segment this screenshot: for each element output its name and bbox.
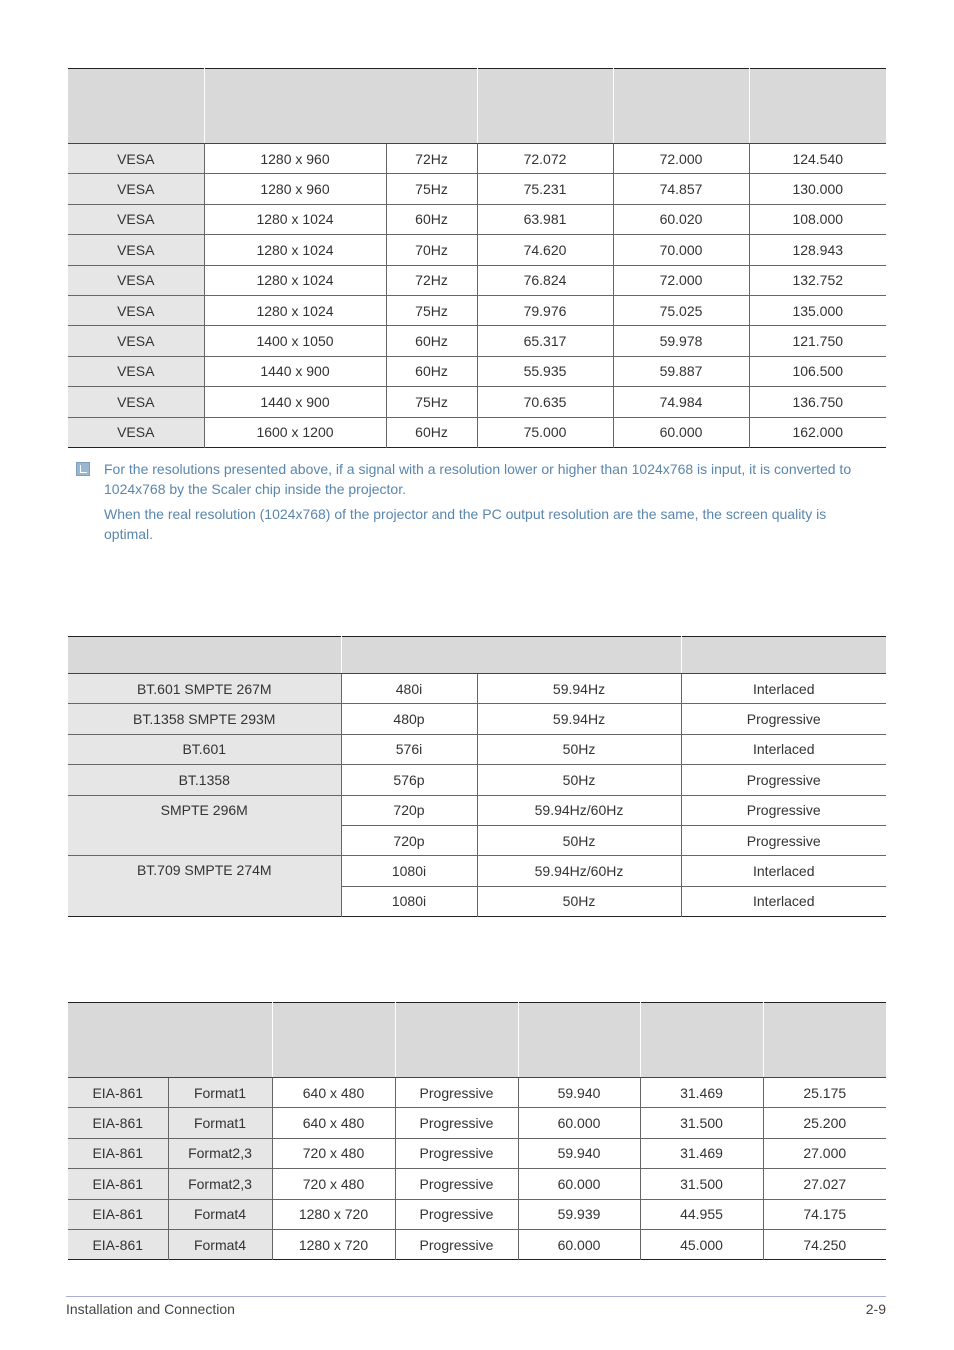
table-cell: 75Hz — [386, 387, 477, 417]
table-cell: VESA — [68, 174, 204, 204]
table-cell: 1080i — [341, 856, 477, 886]
table-cell: 45.000 — [640, 1229, 763, 1259]
table-cell: 59.978 — [613, 326, 749, 356]
table-cell: 60.000 — [518, 1169, 640, 1199]
table-cell: BT.709 SMPTE 274M — [68, 856, 341, 917]
table-cell: 70.635 — [477, 387, 613, 417]
table-cell: 132.752 — [749, 265, 886, 295]
table-row — [68, 1229, 886, 1259]
video-signal-table — [68, 636, 886, 917]
table-cell: 1280 x 1024 — [204, 235, 386, 265]
table-cell: 72Hz — [386, 144, 477, 174]
table-row — [68, 417, 886, 447]
table-cell: 74.857 — [613, 174, 749, 204]
table-row — [68, 856, 886, 886]
table-cell: 1280 x 1024 — [204, 265, 386, 295]
table-cell: 60Hz — [386, 204, 477, 234]
table-cell: Progressive — [395, 1199, 518, 1229]
table-row — [68, 734, 886, 764]
table-row — [68, 235, 886, 265]
table-cell: Interlaced — [681, 856, 886, 886]
table-cell: 27.000 — [763, 1138, 886, 1168]
table-cell: Progressive — [681, 795, 886, 825]
table-cell: 576i — [341, 734, 477, 764]
table-cell: 108.000 — [749, 204, 886, 234]
pc-timing-table — [68, 68, 886, 448]
table-cell: 162.000 — [749, 417, 886, 447]
table-cell: 70.000 — [613, 235, 749, 265]
table-cell: EIA-861 — [68, 1078, 168, 1108]
header-cell — [68, 69, 204, 144]
table-cell: 74.984 — [613, 387, 749, 417]
table-cell: VESA — [68, 144, 204, 174]
table-cell: 720 x 480 — [272, 1138, 395, 1168]
header-cell — [749, 69, 886, 144]
table-cell: Progressive — [395, 1138, 518, 1168]
table-cell: Interlaced — [681, 674, 886, 704]
table-cell: 1280 x 720 — [272, 1199, 395, 1229]
table-cell: EIA-861 — [68, 1108, 168, 1138]
table-cell: 74.250 — [763, 1229, 886, 1259]
table-row — [68, 295, 886, 325]
table-cell: 59.940 — [518, 1138, 640, 1168]
table-cell: 72.000 — [613, 144, 749, 174]
table-cell: 1440 x 900 — [204, 356, 386, 386]
table-cell: EIA-861 — [68, 1138, 168, 1168]
table-cell: 75.231 — [477, 174, 613, 204]
table-row — [68, 265, 886, 295]
table-cell: 50Hz — [477, 825, 681, 855]
table-row — [68, 356, 886, 386]
table-cell: 50Hz — [477, 886, 681, 916]
table-cell: BT.1358 — [68, 765, 341, 795]
table-cell: Format4 — [168, 1199, 272, 1229]
table-cell: 79.976 — [477, 295, 613, 325]
table-cell: VESA — [68, 295, 204, 325]
table-cell: 1280 x 960 — [204, 174, 386, 204]
header-cell — [640, 1003, 763, 1078]
table-cell: 31.469 — [640, 1138, 763, 1168]
table-header-row — [68, 637, 886, 674]
table-cell: 59.94Hz — [477, 704, 681, 734]
header-cell — [68, 637, 341, 674]
note-block — [76, 460, 876, 550]
table-cell: 121.750 — [749, 326, 886, 356]
table-cell: 124.540 — [749, 144, 886, 174]
table-cell: Progressive — [681, 825, 886, 855]
table-cell: 720 x 480 — [272, 1169, 395, 1199]
table-cell: 72.000 — [613, 265, 749, 295]
table-cell: Interlaced — [681, 886, 886, 916]
table-row — [68, 674, 886, 704]
header-cell — [341, 637, 681, 674]
header-cell — [763, 1003, 886, 1078]
table-cell: 1080i — [341, 886, 477, 916]
table-cell: 135.000 — [749, 295, 886, 325]
table-cell: 640 x 480 — [272, 1108, 395, 1138]
table-cell: VESA — [68, 417, 204, 447]
table-cell: 60.000 — [613, 417, 749, 447]
table-cell: 63.981 — [477, 204, 613, 234]
table-cell: Format2,3 — [168, 1138, 272, 1168]
table-cell: 59.94Hz — [477, 674, 681, 704]
table-cell: Format1 — [168, 1108, 272, 1138]
table-cell: BT.601 — [68, 734, 341, 764]
table-cell: 55.935 — [477, 356, 613, 386]
table-cell: Progressive — [395, 1108, 518, 1138]
header-cell — [518, 1003, 640, 1078]
table-cell: Interlaced — [681, 734, 886, 764]
table-cell: 60Hz — [386, 417, 477, 447]
note-text: When the real resolution (1024x768) of the projector and the PC output resolution are the same, the screen quality is optimal. — [104, 506, 827, 542]
table-cell: Format4 — [168, 1229, 272, 1259]
table-cell: 1600 x 1200 — [204, 417, 386, 447]
table-row — [68, 1199, 886, 1229]
table-cell: VESA — [68, 235, 204, 265]
table-cell: Format1 — [168, 1078, 272, 1108]
table-cell: 59.94Hz/60Hz — [477, 795, 681, 825]
table-cell: 640 x 480 — [272, 1078, 395, 1108]
header-cell — [204, 69, 477, 144]
table-row — [68, 704, 886, 734]
table-cell: 25.200 — [763, 1108, 886, 1138]
table-cell: 65.317 — [477, 326, 613, 356]
table-cell: 106.500 — [749, 356, 886, 386]
table-row — [68, 326, 886, 356]
table-cell: VESA — [68, 387, 204, 417]
table-cell: 27.027 — [763, 1169, 886, 1199]
table-cell: 74.175 — [763, 1199, 886, 1229]
header-cell — [68, 1003, 272, 1078]
table-row — [68, 1169, 886, 1199]
table-cell: 720p — [341, 825, 477, 855]
table-cell: Progressive — [395, 1078, 518, 1108]
table-cell: VESA — [68, 326, 204, 356]
table-cell: 74.620 — [477, 235, 613, 265]
table-cell: 480i — [341, 674, 477, 704]
table-cell: 72Hz — [386, 265, 477, 295]
table-cell: 75Hz — [386, 174, 477, 204]
table-cell: 60.000 — [518, 1229, 640, 1259]
table-cell: VESA — [68, 356, 204, 386]
page-number: 2-9 — [865, 1301, 886, 1317]
table-cell: 1400 x 1050 — [204, 326, 386, 356]
header-cell — [272, 1003, 395, 1078]
note-text: For the resolutions presented above, if a signal with a resolution lower or higher than 1024x768 is input, it is converted to 1024x768 by the Scaler chip inside the projector. — [104, 461, 852, 497]
table-cell: 59.939 — [518, 1199, 640, 1229]
table-cell: 576p — [341, 765, 477, 795]
table-cell: 59.887 — [613, 356, 749, 386]
table-cell: BT.1358 SMPTE 293M — [68, 704, 341, 734]
table-cell: 31.469 — [640, 1078, 763, 1108]
footer-section-title: Installation and Connection — [66, 1301, 235, 1317]
table-row — [68, 1138, 886, 1168]
table-cell: 75.000 — [477, 417, 613, 447]
table-cell: 480p — [341, 704, 477, 734]
table-cell: 72.072 — [477, 144, 613, 174]
table-cell: 1280 x 1024 — [204, 295, 386, 325]
footer-divider — [66, 1296, 886, 1297]
table-cell: VESA — [68, 265, 204, 295]
table-cell: 1280 x 720 — [272, 1229, 395, 1259]
header-cell — [395, 1003, 518, 1078]
table-cell: 31.500 — [640, 1108, 763, 1138]
table-cell: SMPTE 296M — [68, 795, 341, 856]
table-cell: 60Hz — [386, 326, 477, 356]
table-row — [68, 765, 886, 795]
table-row — [68, 204, 886, 234]
table-cell: VESA — [68, 204, 204, 234]
table-row — [68, 1078, 886, 1108]
table-cell: 60.020 — [613, 204, 749, 234]
table-cell: BT.601 SMPTE 267M — [68, 674, 341, 704]
table-cell: 59.940 — [518, 1078, 640, 1108]
table-cell: Format2,3 — [168, 1169, 272, 1199]
table-cell: Progressive — [395, 1169, 518, 1199]
table-cell: Progressive — [395, 1229, 518, 1259]
header-cell — [681, 637, 886, 674]
table-row — [68, 174, 886, 204]
header-cell — [613, 69, 749, 144]
table-cell: EIA-861 — [68, 1229, 168, 1259]
table-header-row — [68, 69, 886, 144]
table-cell: 130.000 — [749, 174, 886, 204]
table-cell: 136.750 — [749, 387, 886, 417]
table-cell: 50Hz — [477, 734, 681, 764]
table-cell: 128.943 — [749, 235, 886, 265]
table-cell: 1280 x 960 — [204, 144, 386, 174]
table-cell: Progressive — [681, 704, 886, 734]
table-row — [68, 1108, 886, 1138]
note-icon — [76, 462, 90, 476]
table-cell: 720p — [341, 795, 477, 825]
table-cell: Progressive — [681, 765, 886, 795]
header-cell — [477, 69, 613, 144]
table-cell: 1280 x 1024 — [204, 204, 386, 234]
table-cell: 31.500 — [640, 1169, 763, 1199]
table-cell: 75Hz — [386, 295, 477, 325]
table-cell: 60.000 — [518, 1108, 640, 1138]
table-header-row — [68, 1003, 886, 1078]
table-cell: 1440 x 900 — [204, 387, 386, 417]
table-cell: 75.025 — [613, 295, 749, 325]
table-cell: 70Hz — [386, 235, 477, 265]
table-row — [68, 387, 886, 417]
table-cell: 25.175 — [763, 1078, 886, 1108]
table-cell: 76.824 — [477, 265, 613, 295]
table-cell: 60Hz — [386, 356, 477, 386]
table-cell: 50Hz — [477, 765, 681, 795]
table-cell: 44.955 — [640, 1199, 763, 1229]
hdmi-timing-table — [68, 1002, 886, 1260]
table-cell: 59.94Hz/60Hz — [477, 856, 681, 886]
table-cell: EIA-861 — [68, 1199, 168, 1229]
table-row — [68, 144, 886, 174]
table-row — [68, 795, 886, 825]
table-cell: EIA-861 — [68, 1169, 168, 1199]
